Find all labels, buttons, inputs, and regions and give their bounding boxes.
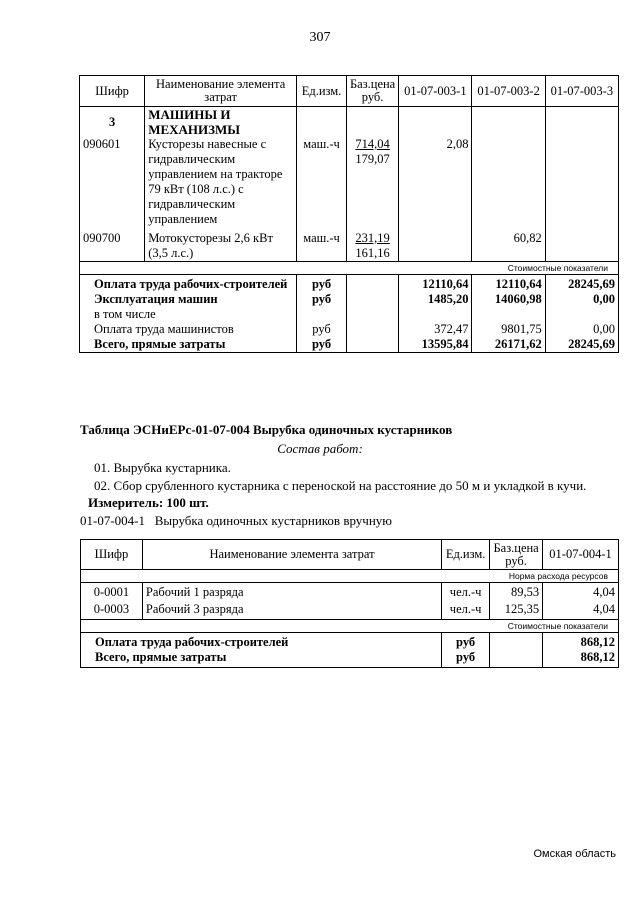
price-bottom: 179,07 xyxy=(355,152,390,166)
col-header-code: Шифр xyxy=(80,76,145,107)
row-code: 0-0003 xyxy=(81,600,143,620)
footer-region: Омская область xyxy=(533,848,616,860)
table-title: Таблица ЭСНиЕРс-01-07-004 Вырубка одиночных кустарников xyxy=(80,422,453,437)
total-name: Оплата труда рабочих-строителей xyxy=(80,275,297,293)
row-c3 xyxy=(545,227,618,262)
total-c1: 868,12 xyxy=(543,650,619,668)
total-c2: 12110,64 xyxy=(472,275,545,293)
total-name: Всего, прямые затраты xyxy=(80,337,297,353)
total-unit: руб xyxy=(442,650,490,668)
total-row xyxy=(81,650,619,668)
col-header-unit: Ед.изм. xyxy=(442,540,490,570)
total-c2: 9801,75 xyxy=(472,322,545,337)
total-c1: 1485,20 xyxy=(399,292,472,307)
row-c2: 60,82 xyxy=(472,227,545,262)
total-name: Эксплуатация машин xyxy=(80,292,297,307)
table-row xyxy=(81,600,619,620)
total-c3: 28245,69 xyxy=(545,337,618,353)
cost-header-row xyxy=(80,262,619,275)
col-header-c1: 01-07-003-1 xyxy=(399,76,472,107)
total-c1: 12110,64 xyxy=(399,275,472,293)
meter-label: Измеритель: 100 шт. xyxy=(88,495,209,510)
subtitle: 01-07-004-1 Вырубка одиночных кустарников вручную xyxy=(80,513,392,528)
row-unit: чел.-ч xyxy=(442,583,490,601)
work-step: 02. Сбор срубленного кустарника с переноской на расстояние до 50 м и укладкой в кучи. xyxy=(94,478,587,493)
row-unit: чел.-ч xyxy=(442,600,490,620)
total-unit: руб xyxy=(297,275,347,293)
total-row xyxy=(81,633,619,651)
table-row xyxy=(80,227,619,262)
total-name: Всего, прямые затраты xyxy=(81,650,442,668)
table-header-row xyxy=(80,76,619,107)
total-row xyxy=(80,275,619,293)
cost-header: Стоимостные показатели xyxy=(80,262,619,275)
row-code: 090601 xyxy=(80,137,145,227)
row-c1: 4,04 xyxy=(543,600,619,620)
cost-header: Стоимостные показатели xyxy=(81,620,619,633)
total-unit: руб xyxy=(297,337,347,353)
col-header-c3: 01-07-003-3 xyxy=(545,76,618,107)
cost-header-row xyxy=(81,620,619,633)
col-header-unit: Ед.изм. xyxy=(297,76,347,107)
row-price xyxy=(346,137,398,227)
table-row xyxy=(81,583,619,601)
table-row xyxy=(80,137,619,227)
total-c3: 0,00 xyxy=(545,322,618,337)
row-c1 xyxy=(399,227,472,262)
total-name: Оплата труда машинистов xyxy=(80,322,297,337)
total-row xyxy=(80,322,619,337)
total-unit: руб xyxy=(297,322,347,337)
row-name: Рабочий 3 разряда xyxy=(142,600,441,620)
work-step: 01. Вырубка кустарника. xyxy=(94,460,231,475)
col-header-code: Шифр xyxy=(81,540,143,570)
row-c3 xyxy=(545,137,618,227)
col-header-c1: 01-07-004-1 xyxy=(543,540,619,570)
total-c1: 868,12 xyxy=(543,633,619,651)
row-c1: 2,08 xyxy=(399,137,472,227)
row-name: Рабочий 1 разряда xyxy=(142,583,441,601)
row-code: 090700 xyxy=(80,227,145,262)
total-c3: 0,00 xyxy=(545,292,618,307)
total-c1: 13595,84 xyxy=(399,337,472,353)
col-header-name: Наименование элемента затрат xyxy=(142,540,441,570)
total-c1: 372,47 xyxy=(399,322,472,337)
table-header-row xyxy=(81,540,619,570)
composition-label: Состав работ: xyxy=(277,441,363,456)
page-number: 307 xyxy=(309,30,331,45)
total-row xyxy=(80,337,619,353)
price-top: 231,19 xyxy=(355,231,390,245)
row-name: Мотокусторезы 2,6 кВт (3,5 л.с.) xyxy=(145,227,297,262)
total-unit: руб xyxy=(297,292,347,307)
row-unit: маш.-ч xyxy=(297,137,347,227)
col-header-name: Наименование элемента затрат xyxy=(145,76,297,107)
col-header-price: Баз.цена руб. xyxy=(490,540,543,570)
machines-table xyxy=(79,75,619,353)
total-c3: 28245,69 xyxy=(545,275,618,293)
row-c1: 4,04 xyxy=(543,583,619,601)
total-unit: руб xyxy=(442,633,490,651)
row-price: 125,35 xyxy=(490,600,543,620)
total-c2: 26171,62 xyxy=(472,337,545,353)
row-price xyxy=(346,227,398,262)
section-row xyxy=(80,107,619,138)
col-header-price: Баз.цена руб. xyxy=(346,76,398,107)
norm-header: Норма расхода ресурсов xyxy=(81,570,619,583)
total-row xyxy=(80,307,619,322)
row-c2 xyxy=(472,137,545,227)
total-c2: 14060,98 xyxy=(472,292,545,307)
price-bottom: 161,16 xyxy=(355,246,390,260)
row-code: 0-0001 xyxy=(81,583,143,601)
section-code: 3 xyxy=(80,107,145,138)
total-name: Оплата труда рабочих-строителей xyxy=(81,633,442,651)
col-header-c2: 01-07-003-2 xyxy=(472,76,545,107)
row-unit: маш.-ч xyxy=(297,227,347,262)
total-name: в том числе xyxy=(80,307,297,322)
row-price: 89,53 xyxy=(490,583,543,601)
total-row xyxy=(80,292,619,307)
norm-header-row xyxy=(81,570,619,583)
row-name: Кусторезы навесные с гидравлическим управлением на тракторе 79 кВт (108 л.с.) с гидравлическим управлением xyxy=(145,137,297,227)
section-title: МАШИНЫ И МЕХАНИЗМЫ xyxy=(145,107,297,138)
workers-table xyxy=(80,539,619,668)
price-top: 714,04 xyxy=(355,137,390,151)
